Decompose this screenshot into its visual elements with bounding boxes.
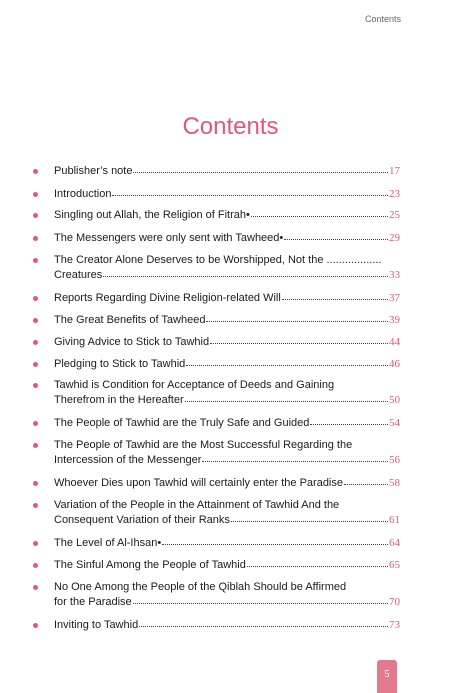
page-title: Contents bbox=[182, 113, 279, 140]
dot-leader bbox=[202, 452, 388, 462]
toc-entry-title: Variation of the People in the Attainment of Tawhid And the bbox=[54, 499, 340, 511]
toc-page-number: 65 bbox=[389, 559, 400, 571]
dot-leader bbox=[247, 557, 388, 567]
toc-entry-title: Inviting to Tawhid bbox=[54, 619, 139, 631]
toc-page-number: 56 bbox=[389, 454, 400, 466]
toc-entry[interactable] bbox=[54, 164, 400, 179]
dot-leader bbox=[210, 334, 388, 344]
toc-entry-title: Publisher’s note bbox=[54, 165, 133, 177]
toc-entry[interactable] bbox=[54, 335, 400, 350]
bullet-icon bbox=[33, 443, 38, 448]
dot-leader bbox=[133, 594, 388, 604]
bullet-icon bbox=[33, 340, 38, 345]
toc-page-number: 44 bbox=[389, 336, 400, 348]
toc-entry[interactable] bbox=[54, 231, 400, 246]
toc-entry[interactable] bbox=[54, 618, 400, 633]
toc-entry-title: The People of Tawhid are the Most Successful Regarding the bbox=[54, 439, 353, 451]
bullet-icon bbox=[33, 258, 38, 263]
toc-page-number: 33 bbox=[389, 269, 400, 281]
bullet-icon bbox=[33, 318, 38, 323]
toc-entry-title: Pledging to Stick to Tawhid bbox=[54, 358, 186, 370]
bullet-icon bbox=[33, 623, 38, 628]
dot-leader bbox=[133, 163, 388, 173]
toc-entry[interactable] bbox=[54, 476, 400, 491]
toc-entry-title: Intercession of the Messenger bbox=[54, 454, 202, 466]
toc-entry-title: Whoever Dies upon Tawhid will certainly enter the Paradise bbox=[54, 477, 343, 489]
toc-entry-title: The Great Benefits of Tawheed bbox=[54, 314, 206, 326]
toc-page-number: 54 bbox=[389, 417, 400, 429]
toc-page-number: 58 bbox=[389, 477, 400, 489]
toc-page-number: 70 bbox=[389, 596, 400, 608]
dot-leader bbox=[310, 415, 388, 425]
bullet-icon bbox=[33, 169, 38, 174]
toc-page-number: 64 bbox=[389, 537, 400, 549]
toc-entry-title: Introduction bbox=[54, 188, 112, 200]
toc-entry-title: The Sinful Among the People of Tawhid bbox=[54, 559, 246, 571]
running-head: Contents bbox=[364, 14, 401, 24]
dot-leader bbox=[162, 535, 388, 545]
toc-page-number: 73 bbox=[389, 619, 400, 631]
toc-entry-title: Creatures bbox=[54, 269, 103, 281]
bullet-icon bbox=[33, 481, 38, 486]
bullet-icon bbox=[33, 421, 38, 426]
toc-entry[interactable] bbox=[54, 558, 400, 573]
toc-page-number: 39 bbox=[389, 314, 400, 326]
toc-entry-title: Singling out Allah, the Religion of Fitrah• bbox=[54, 209, 250, 221]
toc-entry-title: The People of Tawhid are the Truly Safe and Guided bbox=[54, 417, 310, 429]
toc-entry-title: The Messengers were only sent with Tawheed• bbox=[54, 232, 284, 244]
bullet-icon bbox=[33, 541, 38, 546]
toc-entry-title: Tawhid is Condition for Acceptance of Deeds and Gaining bbox=[54, 379, 335, 391]
toc-entry-title: Therefrom in the Hereafter bbox=[54, 394, 184, 406]
bullet-icon bbox=[33, 383, 38, 388]
toc-entry[interactable] bbox=[54, 357, 400, 372]
toc-entry[interactable] bbox=[54, 580, 400, 610]
dot-leader bbox=[251, 207, 388, 217]
bullet-icon bbox=[33, 236, 38, 241]
toc-entry-title: for the Paradise bbox=[54, 596, 132, 608]
bullet-icon bbox=[33, 192, 38, 197]
dot-leader bbox=[231, 512, 388, 522]
page-number: 5 bbox=[384, 669, 390, 680]
dot-leader bbox=[206, 312, 388, 322]
dot-leader bbox=[139, 617, 388, 627]
dot-leader bbox=[185, 392, 388, 402]
dot-leader bbox=[112, 186, 388, 196]
bullet-icon bbox=[33, 296, 38, 301]
toc-entry[interactable] bbox=[54, 378, 400, 408]
toc-page-number: 37 bbox=[389, 292, 400, 304]
toc-page-number: 50 bbox=[389, 394, 400, 406]
toc-page-number: 25 bbox=[389, 209, 400, 221]
toc-page-number: 29 bbox=[389, 232, 400, 244]
bullet-icon bbox=[33, 213, 38, 218]
bullet-icon bbox=[33, 362, 38, 367]
toc-page-number: 61 bbox=[389, 514, 400, 526]
toc-entry[interactable] bbox=[54, 187, 400, 202]
toc-entry[interactable] bbox=[54, 208, 400, 223]
bullet-icon bbox=[33, 503, 38, 508]
toc-entry-title: Reports Regarding Divine Religion-related Will bbox=[54, 292, 281, 304]
toc-page-number: 23 bbox=[389, 188, 400, 200]
bullet-icon bbox=[33, 585, 38, 590]
dot-leader bbox=[284, 230, 388, 240]
toc-entry-title: No One Among the People of the Qiblah Should be Affirmed bbox=[54, 581, 347, 593]
dot-leader bbox=[186, 356, 388, 366]
toc-entry[interactable] bbox=[54, 438, 400, 468]
toc-entry-title: The Creator Alone Deserves to be Worshipped, Not the .................. bbox=[54, 254, 382, 266]
dot-leader bbox=[282, 290, 388, 300]
toc-entry[interactable] bbox=[54, 498, 400, 528]
toc-entry[interactable] bbox=[54, 253, 400, 283]
toc-entry[interactable] bbox=[54, 291, 400, 306]
toc-entry-title: Giving Advice to Stick to Tawhid bbox=[54, 336, 210, 348]
toc-entry[interactable] bbox=[54, 536, 400, 551]
toc-page-number: 17 bbox=[389, 165, 400, 177]
toc-entry[interactable] bbox=[54, 313, 400, 328]
dot-leader bbox=[103, 267, 388, 277]
dot-leader bbox=[344, 475, 388, 485]
toc-page-number: 46 bbox=[389, 358, 400, 370]
toc-entry[interactable] bbox=[54, 416, 400, 431]
toc-entry-title: The Level of Al-Ihsan• bbox=[54, 537, 162, 549]
toc-entry-title: Consequent Variation of their Ranks bbox=[54, 514, 230, 526]
bullet-icon bbox=[33, 563, 38, 568]
